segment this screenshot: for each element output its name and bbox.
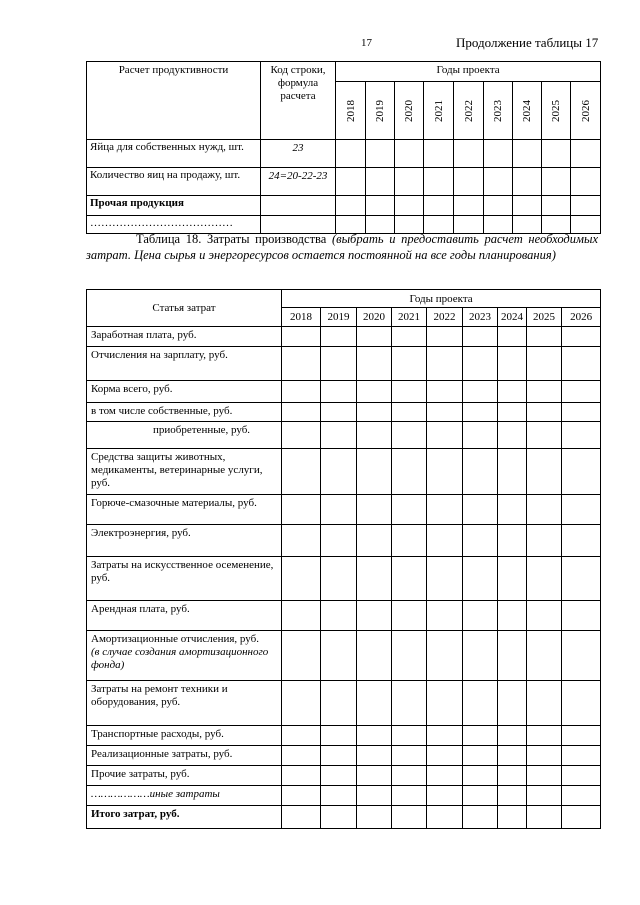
table-18-caption <box>86 231 598 263</box>
row-label: Заработная плата, руб. <box>87 327 282 347</box>
row-label: Реализационные затраты, руб. <box>87 746 282 766</box>
year-header: 2024 <box>513 82 542 140</box>
table-row <box>87 681 601 726</box>
table-row <box>87 601 601 631</box>
year-header: 2023 <box>484 82 513 140</box>
productivity-table <box>86 61 601 234</box>
table-row <box>87 631 601 681</box>
row-label: ………………………………… <box>87 216 261 234</box>
row-label: Яйца для собственных нужд, шт. <box>87 140 261 168</box>
row-code: 24=20-22-23 <box>261 168 336 196</box>
table-row <box>87 140 601 168</box>
year-header: 2019 <box>321 308 357 327</box>
year-header: 2022 <box>427 308 463 327</box>
year-header: 2018 <box>336 82 366 140</box>
table-row <box>87 347 601 381</box>
row-label: Арендная плата, руб. <box>87 601 282 631</box>
row-label-text: Амортизационные отчисления, руб. <box>91 633 259 645</box>
caption-title: Таблица 18. Затраты производства <box>136 232 327 246</box>
production-costs-table <box>86 289 601 829</box>
year-header: 2023 <box>463 308 498 327</box>
row-label: Горюче-смазочные материалы, руб. <box>87 495 282 525</box>
row-label: Итого затрат, руб. <box>87 806 282 829</box>
table-row <box>87 495 601 525</box>
row-label: приобретенные, руб. <box>87 422 282 449</box>
table-row <box>87 786 601 806</box>
table-row <box>87 746 601 766</box>
row-label: Количество яиц на продажу, шт. <box>87 168 261 196</box>
productivity-calc-header: Расчет продуктивности <box>87 62 261 140</box>
table-continuation-label: Продолжение таблицы 17 <box>456 35 599 50</box>
year-header: 2024 <box>498 308 527 327</box>
year-header: 2019 <box>366 82 395 140</box>
table-row <box>87 766 601 786</box>
row-label: Средства защиты животных, медикаменты, ветеринарные услуги, руб. <box>87 449 282 495</box>
row-label: Прочие затраты, руб. <box>87 766 282 786</box>
cost-item-header: Статья затрат <box>87 290 282 327</box>
year-header: 2025 <box>542 82 571 140</box>
table-row <box>87 449 601 495</box>
year-header: 2021 <box>392 308 427 327</box>
row-label: ………………иные затраты <box>87 786 282 806</box>
table-row <box>87 557 601 601</box>
row-label: Затраты на ремонт техники и оборудования, руб. <box>87 681 282 726</box>
table-row <box>87 403 601 422</box>
year-header: 2020 <box>395 82 424 140</box>
table-row <box>87 422 601 449</box>
page-number: 17 <box>361 37 372 49</box>
year-header: 2022 <box>454 82 484 140</box>
row-label-note: (в случае создания амортизационного фонда) <box>91 646 269 671</box>
row-label: Отчисления на зарплату, руб. <box>87 347 282 381</box>
row-label: Транспортные расходы, руб. <box>87 726 282 746</box>
row-code-header: Код строки, формула расчета <box>261 62 336 140</box>
row-label: Электроэнергия, руб. <box>87 525 282 557</box>
row-label: Затраты на искусственное осеменение, руб. <box>87 557 282 601</box>
project-years-header: Годы проекта <box>282 290 601 308</box>
table-row <box>87 525 601 557</box>
table-row <box>87 327 601 347</box>
row-code: 23 <box>261 140 336 168</box>
year-header: 2026 <box>562 308 601 327</box>
project-years-header: Годы проекта <box>336 62 601 82</box>
table-row <box>87 381 601 403</box>
table-row <box>87 168 601 196</box>
row-label: Прочая продукция <box>87 196 261 216</box>
row-label: Корма всего, руб. <box>87 381 282 403</box>
caption-instruction: (выбрать и предоставить расчет необходимых затрат. Цена сырья и энергоресурсов остается постоянной на все годы планирования) <box>86 232 598 262</box>
table-row <box>87 726 601 746</box>
year-header: 2018 <box>282 308 321 327</box>
table-row <box>87 196 601 216</box>
year-header: 2021 <box>424 82 454 140</box>
year-header: 2025 <box>527 308 562 327</box>
row-label <box>87 631 282 681</box>
year-header: 2020 <box>357 308 392 327</box>
table-row <box>87 806 601 829</box>
row-label: в том числе собственные, руб. <box>87 403 282 422</box>
year-header: 2026 <box>571 82 601 140</box>
